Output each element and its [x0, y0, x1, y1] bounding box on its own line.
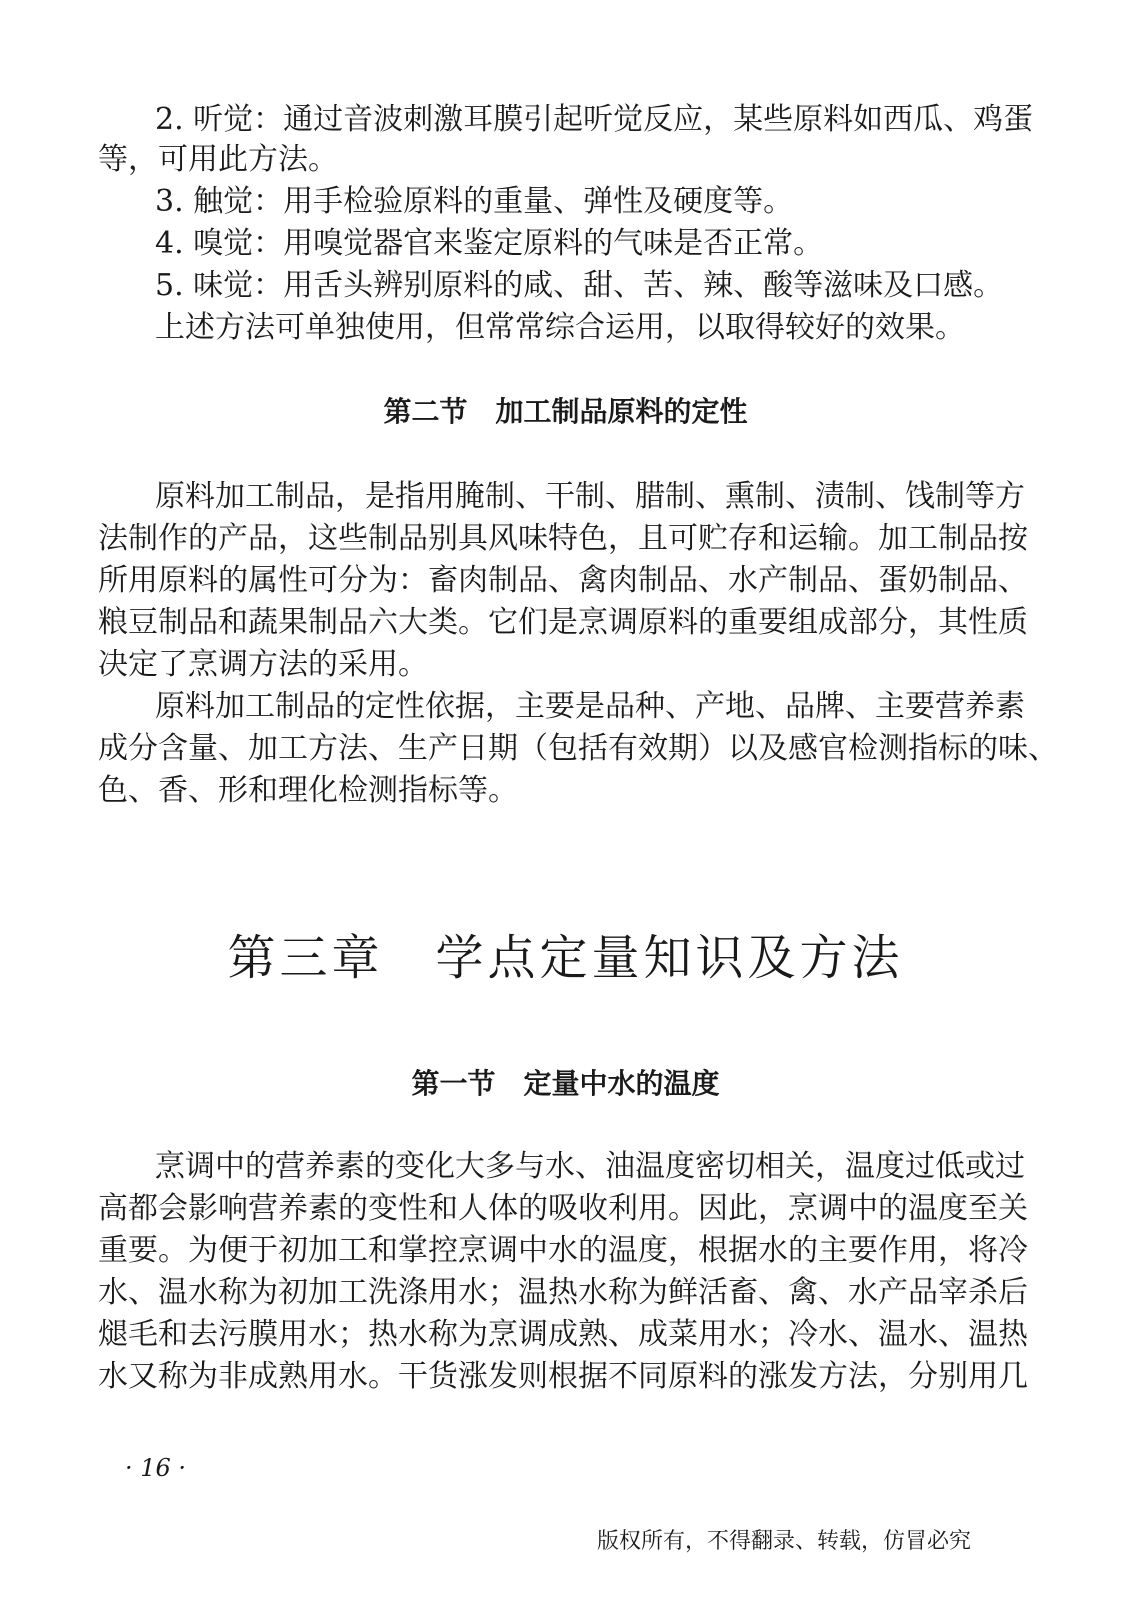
paragraph-line: 水、温水称为初加工洗涤用水；温热水称为鲜活畜、禽、水产品宰杀后 — [98, 1275, 1028, 1310]
paragraph-line: 决定了烹调方法的采用。 — [98, 647, 428, 682]
paragraph-line: 原料加工制品的定性依据，主要是品种、产地、品牌、主要营养素 — [155, 689, 1025, 724]
chapter-title: 第三章 学点定量知识及方法 — [227, 930, 904, 986]
paragraph-line: 烹调中的营养素的变化大多与水、油温度密切相关，温度过低或过 — [155, 1149, 1025, 1184]
paragraph-line: 高都会影响营养素的变性和人体的吸收利用。因此，烹调中的温度至关 — [98, 1191, 1028, 1226]
section-title: 第一节 定量中水的温度 — [411, 1067, 720, 1100]
paragraph-line: 煺毛和去污膜用水；热水称为烹调成熟、成菜用水；冷水、温水、温热 — [98, 1317, 1028, 1352]
paragraph-line: 上述方法可单独使用，但常常综合运用，以取得较好的效果。 — [155, 310, 965, 345]
paragraph-line: 重要。为便于初加工和掌控烹调中水的温度，根据水的主要作用，将冷 — [98, 1233, 1028, 1268]
paragraph-line: 成分含量、加工方法、生产日期（包括有效期）以及感官检测指标的味、 — [98, 731, 1058, 766]
paragraph-line: 所用原料的属性可分为：畜肉制品、禽肉制品、水产制品、蛋奶制品、 — [98, 563, 1028, 598]
paragraph-line: 原料加工制品，是指用腌制、干制、腊制、熏制、渍制、饯制等方 — [155, 479, 1025, 514]
page-number: · 16 · — [125, 1454, 187, 1482]
paragraph-line: 等，可用此方法。 — [98, 142, 338, 177]
paragraph-line: 4. 嗅觉：用嗅觉器官来鉴定原料的气味是否正常。 — [155, 226, 824, 261]
paragraph-line: 法制作的产品，这些制品别具风味特色，且可贮存和运输。加工制品按 — [98, 521, 1028, 556]
copyright-notice: 版权所有，不得翻录、转载，仿冒必究 — [596, 1529, 971, 1554]
paragraph-line: 水又称为非成熟用水。干货涨发则根据不同原料的涨发方法，分别用几 — [98, 1359, 1028, 1394]
paragraph-line: 2. 听觉：通过音波刺激耳膜引起听觉反应，某些原料如西瓜、鸡蛋 — [155, 102, 1034, 137]
paragraph-line: 5. 味觉：用舌头辨别原料的咸、甜、苦、辣、酸等滋味及口感。 — [155, 268, 1004, 303]
paragraph-line: 色、香、形和理化检测指标等。 — [98, 773, 518, 808]
paragraph-line: 粮豆制品和蔬果制品六大类。它们是烹调原料的重要组成部分，其性质 — [98, 605, 1028, 640]
section-title: 第二节 加工制品原料的定性 — [383, 395, 748, 428]
paragraph-line: 3. 触觉：用手检验原料的重量、弹性及硬度等。 — [155, 184, 794, 219]
